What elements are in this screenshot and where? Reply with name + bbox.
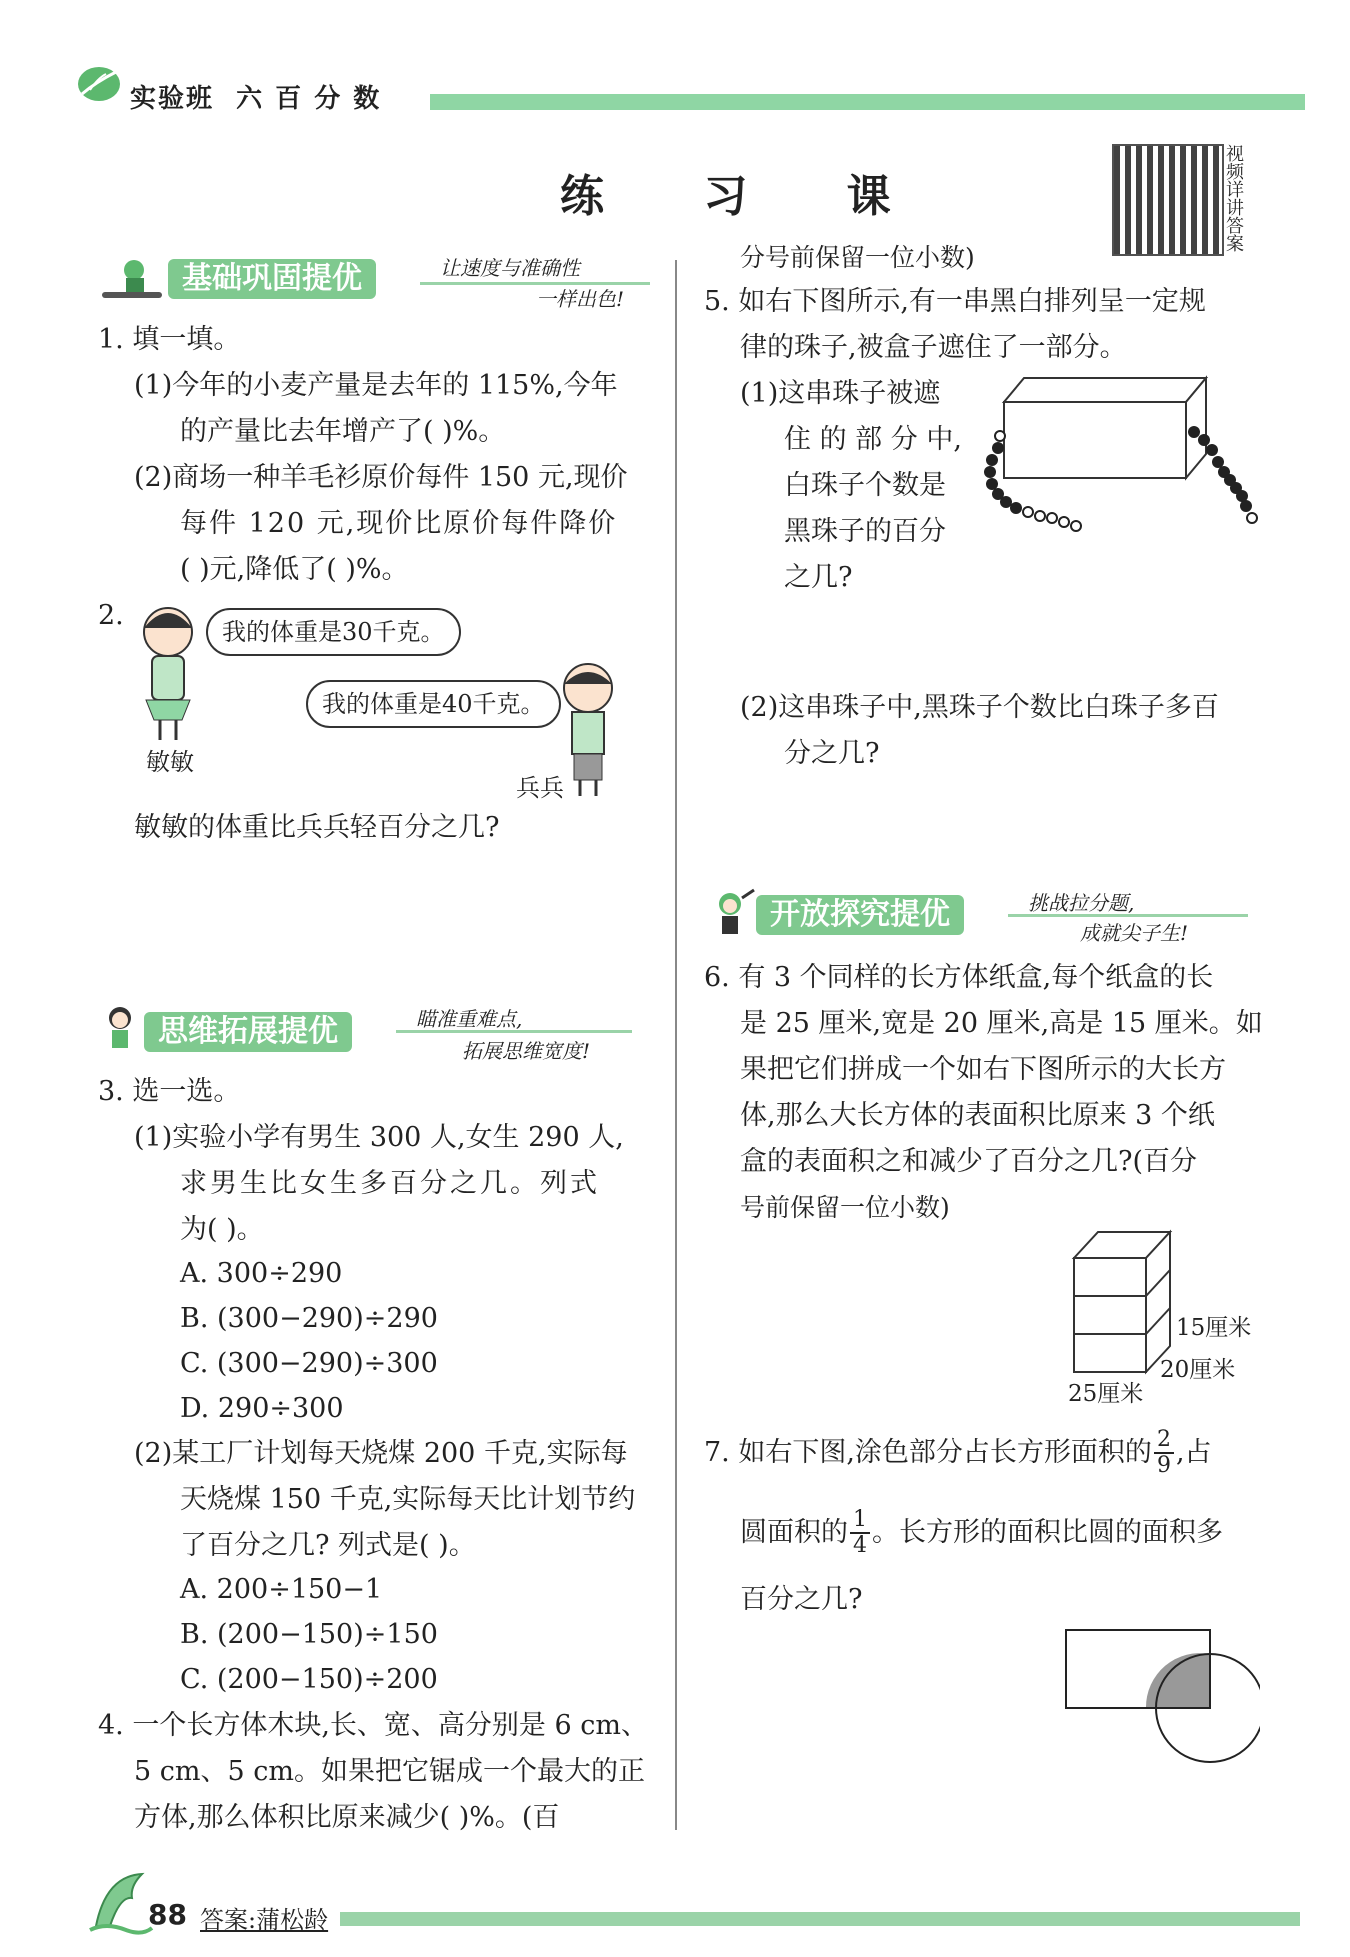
column-divider bbox=[675, 260, 677, 1830]
header-bar bbox=[430, 94, 1305, 110]
section-open-slogan2: 成就尖子生! bbox=[1080, 921, 1189, 945]
speech-bubble-minmin: 我的体重是30千克。 bbox=[206, 608, 461, 656]
q5-l2: 律的珠子,被盒子遮住了一部分。 bbox=[740, 332, 1127, 363]
fraction-numerator: 2 bbox=[1154, 1428, 1174, 1454]
q3-opt1-a[interactable]: A. 300÷290 bbox=[180, 1258, 343, 1289]
q7-l1b: ,占 bbox=[1175, 1437, 1212, 1468]
fraction-denominator: 4 bbox=[853, 1533, 867, 1558]
q3-p1a: (1)实验小学有男生 300 人,女生 290 人, bbox=[134, 1122, 624, 1153]
rect-circle-diagram bbox=[1060, 1624, 1260, 1778]
section-basic-label: 基础巩固提优 bbox=[168, 259, 376, 299]
leaf-logo-icon bbox=[76, 64, 122, 108]
q1-head: 1. 填一填。 bbox=[98, 324, 241, 355]
q4-l4: 分号前保留一位小数) bbox=[740, 243, 975, 272]
q6-line-2: 果把它们拼成一个如右下图所示的大长方 bbox=[740, 1054, 1226, 1085]
q3-opt2-c[interactable]: C. (200−150)÷200 bbox=[180, 1664, 438, 1695]
q3-opt1-c[interactable]: C. (300−290)÷300 bbox=[180, 1348, 438, 1379]
q7-l3: 百分之几? bbox=[740, 1584, 863, 1615]
name-bingbing: 兵兵 bbox=[516, 774, 564, 802]
speech-bubble-bingbing: 我的体重是40千克。 bbox=[306, 680, 561, 728]
q5-p2a: (2)这串珠子中,黑珠子个数比白珠子多百 bbox=[740, 692, 1219, 723]
q2-question: 敏敏的体重比兵兵轻百分之几? bbox=[134, 812, 500, 843]
q5-p1-4: 之几? bbox=[784, 562, 853, 593]
q7-l2b: 。长方形的面积比圆的面积多 bbox=[872, 1517, 1223, 1548]
q1-p2a: (2)商场一种羊毛衫原价每件 150 元,现价 bbox=[134, 462, 628, 493]
qr-label: 视频详讲答案 bbox=[1226, 144, 1244, 255]
dolphin-icon bbox=[86, 1866, 156, 1940]
q6-line-5: 号前保留一位小数) bbox=[740, 1193, 950, 1222]
section-basic-slogan2: 一样出色! bbox=[536, 287, 625, 311]
thinking-kid-icon bbox=[96, 1004, 146, 1058]
q1-p1b: 的产量比去年增产了( )%。 bbox=[180, 416, 506, 447]
section-basic-slogan1: 让速度与准确性 bbox=[440, 256, 580, 280]
section-thinking-slogan2: 拓展思维宽度! bbox=[462, 1039, 591, 1063]
q6-dim-length: 25厘米 bbox=[1068, 1381, 1144, 1407]
section-thinking-slogan1: 瞄准重难点, bbox=[416, 1007, 523, 1031]
q6-line-0: 6. 有 3 个同样的长方体纸盒,每个纸盒的长 bbox=[704, 962, 1214, 993]
qr-code-icon[interactable] bbox=[1112, 144, 1224, 256]
q2-num: 2. bbox=[98, 600, 124, 631]
boy-figure-icon bbox=[554, 660, 624, 804]
footer-bar bbox=[340, 1912, 1300, 1926]
q1-p2c: ( )元,降低了( )%。 bbox=[180, 554, 409, 585]
footer-answer: 答案:蒲松龄 bbox=[200, 1906, 329, 1934]
section-thinking-label: 思维拓展提优 bbox=[144, 1012, 352, 1052]
header-book-title: 实验班 六 百 分 数 bbox=[130, 84, 382, 114]
explorer-kid-icon bbox=[706, 888, 758, 944]
stacked-boxes-diagram bbox=[1070, 1228, 1174, 1382]
section-basic-line bbox=[420, 282, 650, 285]
q4-l1: 4. 一个长方体木块,长、宽、高分别是 6 cm、 bbox=[98, 1710, 648, 1741]
q1-p2b: 每件 120 元,现价比原价每件降价 bbox=[180, 508, 618, 539]
page-number: 88 bbox=[148, 1898, 187, 1931]
fraction-numerator: 1 bbox=[850, 1508, 870, 1534]
bead-box-diagram bbox=[974, 372, 1266, 546]
q6-line-1: 是 25 厘米,宽是 20 厘米,高是 15 厘米。如 bbox=[740, 1008, 1263, 1039]
q3-opt2-a[interactable]: A. 200÷150−1 bbox=[180, 1574, 383, 1605]
q7-line2 bbox=[740, 1508, 1223, 1558]
q6-dim-width: 20厘米 bbox=[1160, 1357, 1236, 1383]
q5-p1-3: 黑珠子的百分 bbox=[784, 516, 946, 547]
q5-p1-0: (1)这串珠子被遮 bbox=[740, 378, 941, 409]
q3-opt2-b[interactable]: B. (200−150)÷150 bbox=[180, 1619, 438, 1650]
q5-l1: 5. 如右下图所示,有一串黑白排列呈一定规 bbox=[704, 286, 1206, 317]
q3-p1c: 为( )。 bbox=[180, 1214, 264, 1245]
q7-l1a: 7. 如右下图,涂色部分占长方形面积的 bbox=[704, 1437, 1152, 1468]
fraction-2-9 bbox=[1154, 1428, 1174, 1478]
q7-line1 bbox=[704, 1428, 1212, 1478]
q3-opt1-b[interactable]: B. (300−290)÷290 bbox=[180, 1303, 438, 1334]
skateboard-kid-icon bbox=[96, 258, 166, 308]
page-title: 练 习 课 bbox=[560, 171, 933, 222]
name-minmin: 敏敏 bbox=[146, 748, 194, 776]
q5-p1-1: 住 的 部 分 中, bbox=[784, 424, 962, 455]
section-open-slogan1: 挑战拉分题, bbox=[1028, 891, 1135, 915]
fraction-1-4 bbox=[850, 1508, 870, 1558]
q6-dim-height: 15厘米 bbox=[1176, 1315, 1252, 1341]
q7-l2a: 圆面积的 bbox=[740, 1517, 848, 1548]
q3-p1b: 求男生比女生多百分之几。列式 bbox=[180, 1168, 600, 1199]
q1-p1a: (1)今年的小麦产量是去年的 115%,今年 bbox=[134, 370, 618, 401]
header-unit: 六 百 分 数 bbox=[236, 84, 382, 114]
q4-l3: 方体,那么体积比原来减少( )%。(百 bbox=[134, 1802, 560, 1833]
q3-p2b: 天烧煤 150 千克,实际每天比计划节约 bbox=[180, 1484, 636, 1515]
section-open-label: 开放探究提优 bbox=[756, 895, 964, 935]
q3-p2c: 了百分之几? 列式是( )。 bbox=[180, 1530, 476, 1561]
fraction-denominator: 9 bbox=[1156, 1453, 1171, 1478]
q3-opt1-d[interactable]: D. 290÷300 bbox=[180, 1393, 344, 1424]
q6-line-3: 体,那么大长方体的表面积比原来 3 个纸 bbox=[740, 1100, 1215, 1131]
q3-head: 3. 选一选。 bbox=[98, 1076, 241, 1107]
q6-line-4: 盒的表面积之和减少了百分之几?(百分 bbox=[740, 1146, 1198, 1177]
q4-l2: 5 cm、5 cm。如果把它锯成一个最大的正 bbox=[134, 1756, 645, 1787]
girl-figure-icon bbox=[132, 604, 208, 748]
q3-p2a: (2)某工厂计划每天烧煤 200 千克,实际每 bbox=[134, 1438, 628, 1469]
q5-p1-2: 白珠子个数是 bbox=[784, 470, 946, 501]
q5-p2b: 分之几? bbox=[784, 738, 880, 769]
